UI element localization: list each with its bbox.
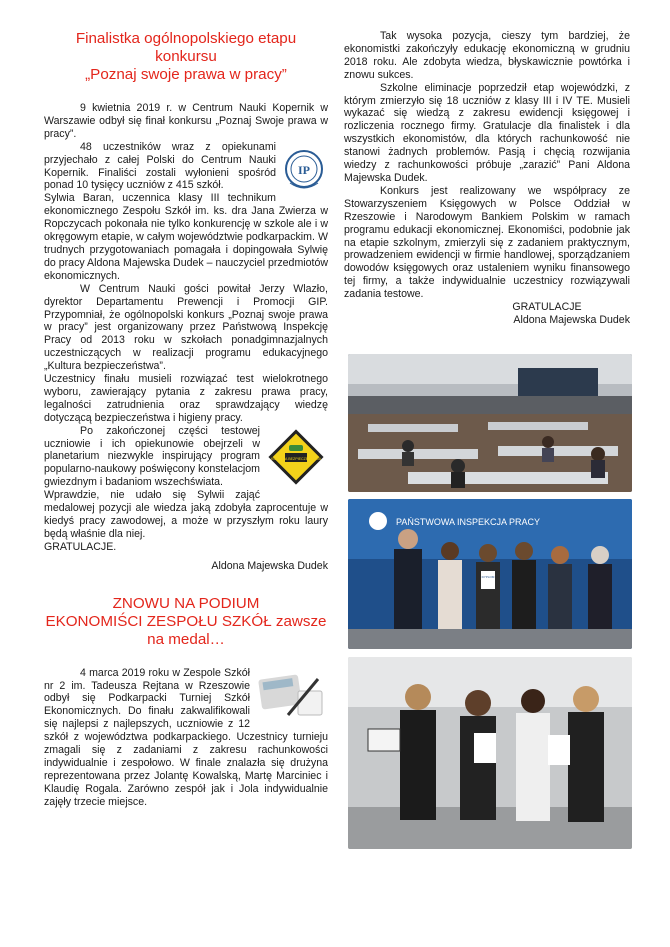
- article1-paragraph: Po zakończonej części testowej uczniowie i ich opiekunowie obejrzeli w planetarium niezwykle inspirujący program popularno-naukowy poświęcony konstelacjom gwiezdnym i badaniom wszechświata.: [44, 424, 260, 489]
- article1-title-line: Finalistka ogólnopolskiego etapu: [75, 30, 297, 47]
- article2-title-line: ZNOWU NA PODIUM: [112, 594, 260, 612]
- article1-paragraph: Sylwia Baran, uczennica klasy III technikum ekonomicznego Zespołu Szkół im. ks. dra Jana Zwierza w Ropczycach pokonała nie tylko konkurencję w szkole ale i w okręgowym etapie, w całym województwie podkarpackim. W trudnych przygotowaniach pomagała i dopingowała Sylwię do pracy Aldona Majewska Dudek – nauczyciel przedmiotów ekonomicznych.: [44, 192, 328, 282]
- right-gratulacje: GRATULACJE: [512, 301, 582, 314]
- article2-title-line: na medal…: [147, 630, 225, 648]
- group-photo-pip: [348, 499, 632, 649]
- students-diplomas-photo: [348, 657, 632, 849]
- badge-text: KULTURA BEZPIECZEŃSTWA: [270, 456, 322, 461]
- article2-title: [44, 595, 328, 649]
- article2-paragraph: 4 marca 2019 roku w Zespole Szkół nr 2 im. Tadeusza Rejtana w Rzeszowie odbył się Podkarpacki Turniej Szkół Ekonomicznych. Do finału zakwalifikowali się najlepsi z najlepszych, uczniowie z 12 szkół z województwa podkarpackiego. Uczestnicy turnieju zmagali się z zadaniami z zakresu rachunkowości indywidualnie i zespołowo. W finale znalazła się drużyna reprezentowana przez Jolantę Kowalską, Martę Marciniec i Klaudię Rogala. Zarówno zespół jak i Jola indywidualnie zajęły trzecie miejsce.: [44, 666, 328, 808]
- exam-hall-photo: [348, 354, 632, 492]
- right-paragraph: Szkolne eliminacje poprzedził etap wojewódzki, z którym zmierzyło się 18 uczniów z klasy III i IV TE. Musieli wykazać się wiedzą z zakresu ewidencji księgowej i rozliczenia rocznego firmy. Gratulacje dla finalistek i dla wszystkich ekonomistów, dla których rachunkowość nie stanowi żadnych problemów. Pasją i chęcią rozwijania wiedzy z rachunkowości próbuje „zarazić” Pani Aldona Majewska Dudek.: [344, 81, 630, 184]
- right-signature: Aldona Majewska Dudek: [513, 313, 630, 326]
- pip-logo-icon: [284, 149, 324, 197]
- article1-signature: Aldona Majewska Dudek: [211, 559, 328, 572]
- article1-gratulacje: GRATULACJE.: [44, 540, 117, 553]
- diploma-text: DYPLOM: [481, 575, 495, 579]
- article1-paragraph: Wprawdzie, nie udało się Sylwii zająć medalowej pozycji ale wiedza jaką zdobyła zaprocentuje w kiedyś pracy zawodowej, a może w przyszłym roku laury będą właśnie dla niej.: [44, 489, 328, 540]
- article1-paragraph: 48 uczestników wraz z opiekunami przyjechało z całej Polski do Centrum Nauki Kopernik. Finaliści zostali wyłonieni spośród ponad 10 tysięcy uczniów z 415 szkół.: [44, 140, 276, 192]
- right-paragraph: Tak wysoka pozycja, cieszy tym bardziej, że ekonomistki zakończyły edukację ekonomiczną w grudniu 2018 roku. Ale zdobyta wiedza, błyskawicznie powtórka i znowu sukces.: [344, 30, 630, 81]
- svg-text:IP: IP: [298, 162, 310, 177]
- left-column: [44, 30, 328, 809]
- right-paragraph: Konkurs jest realizowany we współpracy ze Stowarzyszeniem Księgowych w Polsce Oddział w Rzeszowie i Narodowym Bankiem Polskim w ramach programu edukacji ekonomicznej. Ekonomiści, podobnie jak na etapie szkolnym, zmierzyli się z zadaniem praktycznym, prowadzeniem ewidencji w firmie handlowej, sporządzaniem dowodów księgowych oraz ustaleniem wyniku finansowego tej firmy, a także indywidualnie uczestnicy rozwiązywali zadania testowe.: [344, 184, 630, 301]
- banner-text: PAŃSTWOWA INSPEKCJA PRACY: [396, 517, 541, 527]
- calculator-icon: [258, 671, 324, 723]
- article1-title-line: „Poznaj swoje prawa w pracy”: [85, 66, 287, 83]
- article1-title: [44, 30, 328, 84]
- article1-title-line: konkursu: [155, 48, 217, 65]
- article2-title-line: EKONOMIŚCI ZESPOŁU SZKÓŁ zawsze: [45, 612, 327, 630]
- article1-paragraph: W Centrum Nauki gości powitał Jerzy Wlazło, dyrektor Departamentu Prewencji i Promocji GIP. Przypomniał, że ogólnopolski konkurs „Poznaj swoje prawa w pracy” jest organizowany przez Państwową Inspekcję Pracy od 2013 roku w szkołach ponadgimnazjalnych uczestniczących w realizacji programu edukacyjnego „Kultura bezpieczeństwa”.: [44, 282, 328, 373]
- safety-culture-badge-icon: [268, 429, 324, 489]
- article1-paragraph: Uczestnicy finału musieli rozwiązać test wielokrotnego wyboru, zawierający pytania z zakresu prawa pracy, legalności zatrudnienia oraz sprawdzający wiedzę dotyczącą bezpieczeństwa i higieny pracy.: [44, 373, 328, 424]
- right-column: [344, 30, 630, 327]
- article1-paragraph: 9 kwietnia 2019 r. w Centrum Nauki Kopernik w Warszawie odbył się finał konkursu „Poznaj Swoje prawa w pracy”.: [44, 102, 328, 140]
